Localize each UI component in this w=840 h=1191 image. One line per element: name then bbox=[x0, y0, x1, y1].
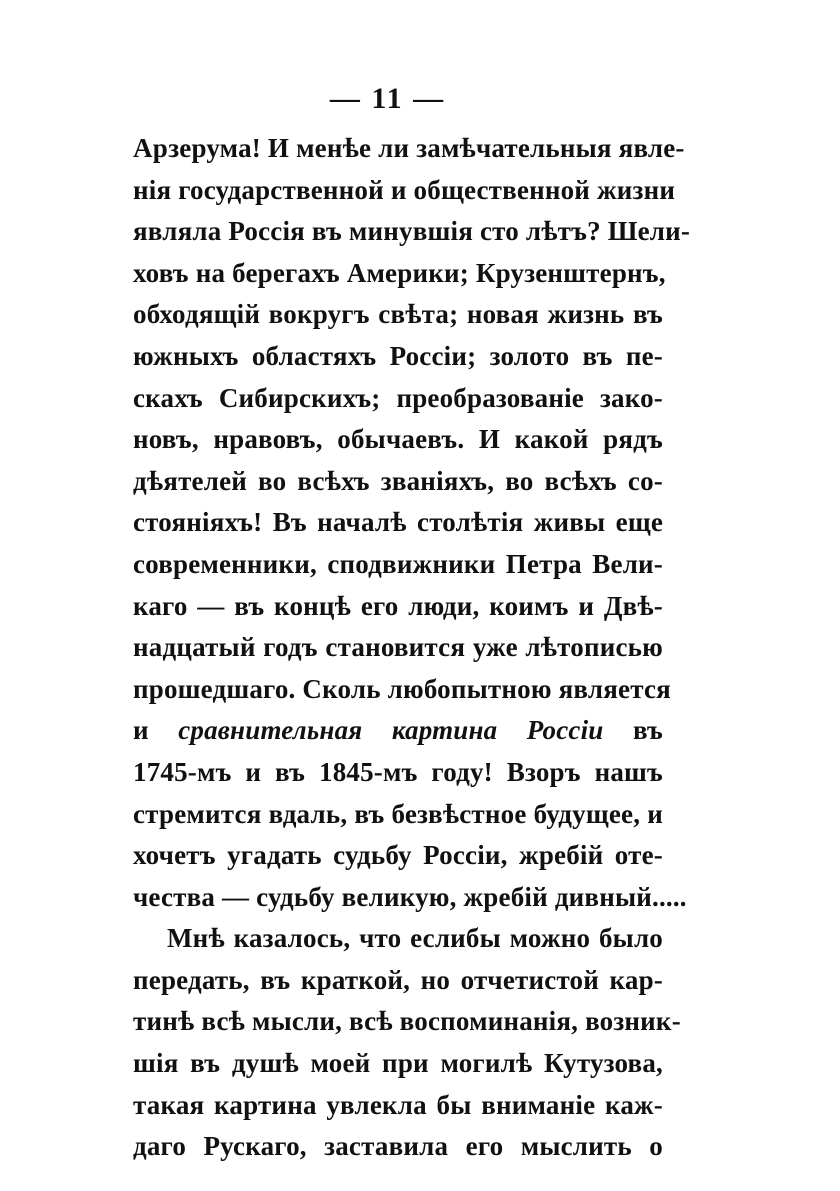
text-line-emphasis bbox=[133, 710, 663, 752]
text-line: являла Россія въ минувшія сто лѣтъ? Шели- bbox=[133, 216, 691, 247]
text-line: стремится вдаль, въ безвѣстное будущее, и bbox=[133, 798, 663, 829]
text-line: Арзерума! И менѣе ли замѣчательныя явле- bbox=[133, 133, 685, 163]
text-line: шія въ душѣ моей при могилѣ Кутузова, bbox=[133, 1048, 663, 1079]
text-line: новъ, нравовъ, обычаевъ. И какой рядъ bbox=[133, 424, 663, 455]
text-line: тинѣ всѣ мысли, всѣ воспоминанія, возник- bbox=[133, 1006, 681, 1037]
paragraph-2 bbox=[133, 918, 681, 1168]
text-line: каго — въ концѣ его люди, коимъ и Двѣ- bbox=[133, 590, 663, 621]
text-line: хочетъ угадать судьбу Россіи, жребій оте- bbox=[133, 840, 663, 871]
paragraph-1 bbox=[133, 128, 691, 918]
text-line: скахъ Сибирскихъ; преобразованіе зако- bbox=[133, 382, 663, 413]
text-line: ховъ на берегахъ Америки; Крузенштернъ, bbox=[133, 257, 666, 288]
emphasis-prefix: и bbox=[133, 715, 179, 746]
text-line: южныхъ областяхъ Россіи; золото въ пе- bbox=[133, 340, 663, 371]
text-line: нія государственной и общественной жизни bbox=[133, 174, 676, 205]
text-line: такая картина увлекла бы вниманіе каж- bbox=[133, 1089, 663, 1120]
emphasis-italic: сравнительная картина Россіи bbox=[178, 715, 604, 746]
text-line: дѣятелей во всѣхъ званіяхъ, во всѣхъ со- bbox=[133, 465, 663, 496]
text-line: чества — судьбу великую, жребій дивный..... bbox=[133, 881, 687, 912]
text-line: стояніяхъ! Въ началѣ столѣтія живы еще bbox=[133, 507, 663, 538]
text-line: Мнѣ казалось, что еслибы можно было bbox=[167, 923, 663, 954]
text-line: прошедшаго. Сколь любопытною является bbox=[133, 673, 671, 704]
text-line: даго Рускаго, заставила его мыслить о bbox=[133, 1131, 663, 1162]
text-line: 1745-мъ и въ 1845-мъ году! Взоръ нашъ bbox=[133, 756, 663, 787]
emphasis-suffix: въ bbox=[603, 715, 663, 746]
text-line: надцатый годъ становится уже лѣтописью bbox=[133, 632, 663, 663]
text-line: обходящій вокругъ свѣта; новая жизнь въ bbox=[133, 299, 663, 330]
page-number: — 11 — bbox=[329, 82, 446, 115]
body-text bbox=[133, 128, 691, 1168]
text-line: передать, въ краткой, но отчетистой кар- bbox=[133, 964, 663, 995]
text-line: современники, сподвижники Петра Вели- bbox=[133, 548, 663, 579]
